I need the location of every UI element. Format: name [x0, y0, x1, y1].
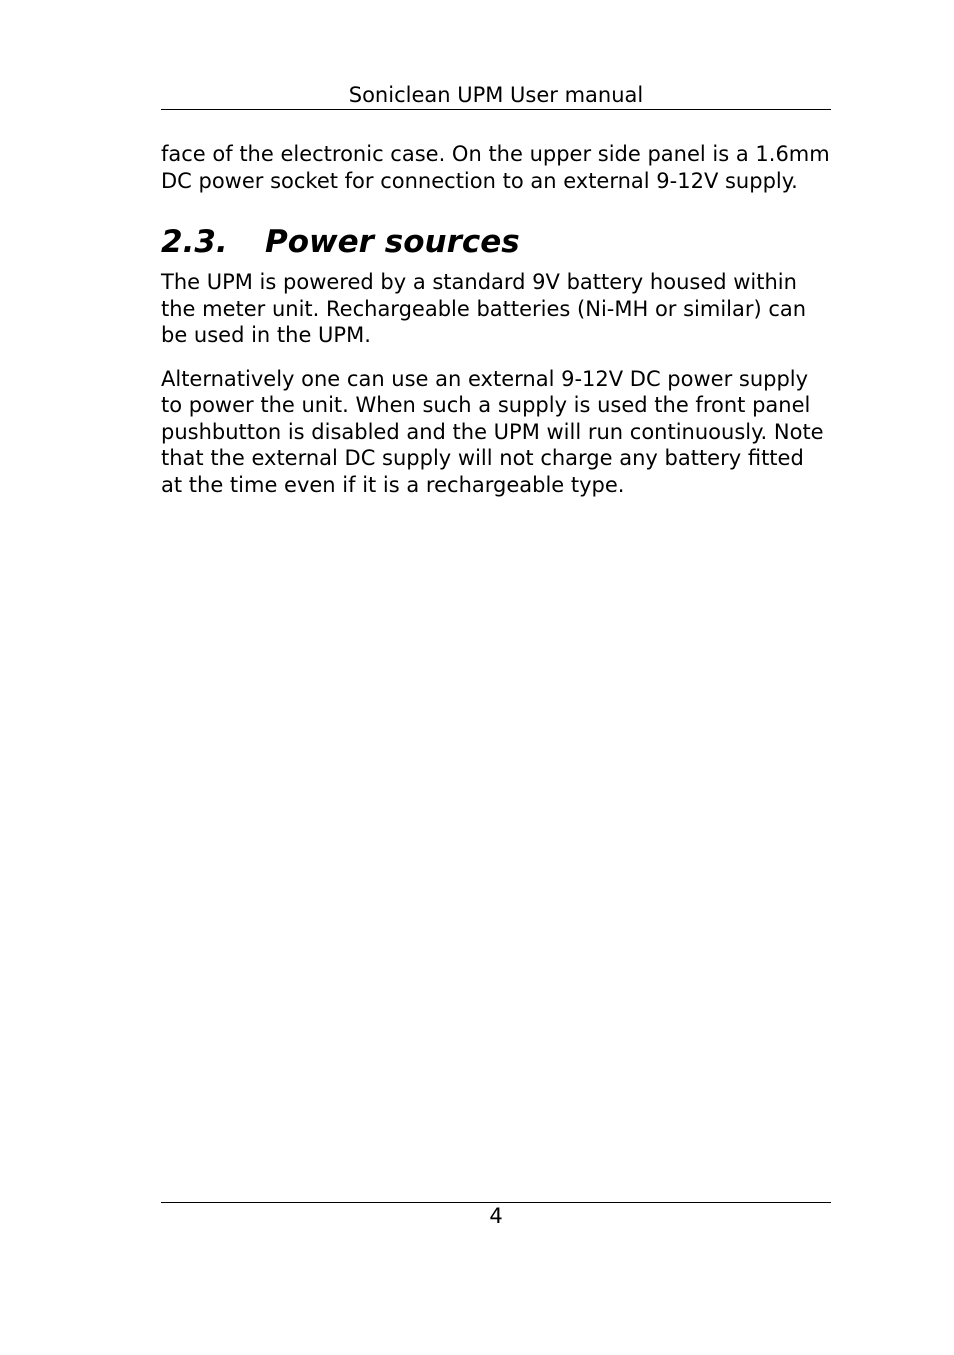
page-header [161, 82, 831, 110]
page-footer [161, 1202, 831, 1229]
continuation-paragraph: face of the electronic case. On the upper side panel is a 1.6mm DC power socket for connection to an external 9-12V supply. [161, 142, 830, 193]
section-title: Power sources [265, 224, 520, 260]
page-number: 4 [489, 1204, 503, 1228]
paragraph-battery: The UPM is powered by a standard 9V battery housed within the meter unit. Rechargeable batteries (Ni-MH or similar) can be used in the UPM. [161, 270, 807, 347]
section-number: 2.3. [161, 224, 228, 260]
header-title: Soniclean UPM User manual [348, 83, 644, 107]
section-heading [161, 224, 831, 260]
paragraph-external-supply: Alternatively one can use an external 9-12V DC power supply to power the unit. When such a supply is used the front panel pushbutton is disabled and the UPM will run continuously. Note that the external DC supply will not charge any battery fitted at the time even if it is a rechargeable type. [161, 366, 824, 497]
page-body [161, 141, 831, 515]
